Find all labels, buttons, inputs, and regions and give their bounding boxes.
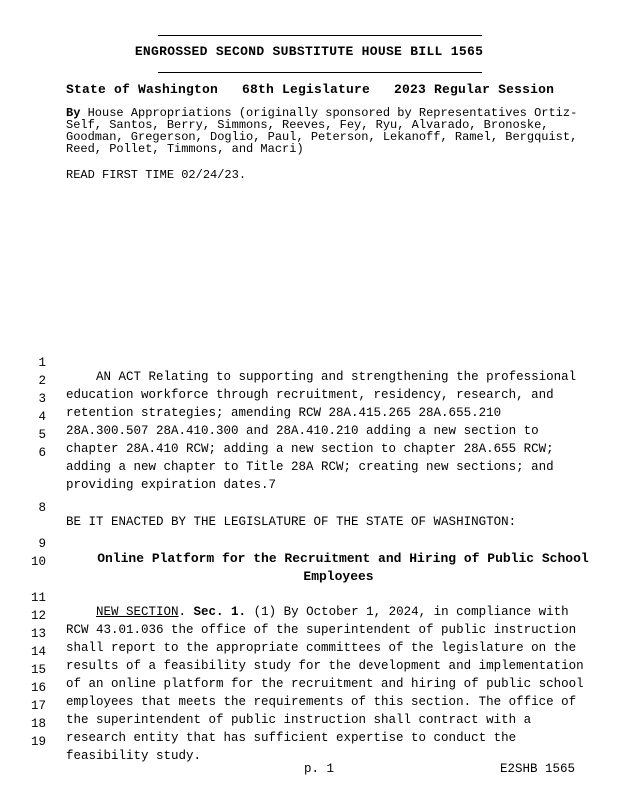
line-number: 11 [30, 591, 46, 605]
line-text: shall report to the appropriate committees of the legislature on the [66, 641, 577, 655]
line-number: 18 [30, 717, 46, 731]
line-text: RCW 43.01.036 the office of the superintendent of public instruction [66, 623, 577, 637]
session-line: State of Washington 68th Legislature 2023 Regular Session [66, 82, 555, 97]
title-bottom-rule [158, 72, 482, 73]
line-number: 12 [30, 609, 46, 623]
line-number: 19 [30, 735, 46, 749]
line-number: 3 [38, 392, 46, 406]
line-number: 13 [30, 627, 46, 641]
bill-line [0, 721, 618, 763]
bill-line [0, 577, 618, 619]
bill-line [0, 414, 618, 456]
bill-line [0, 487, 618, 529]
line-text: NEW SECTION. Sec. 1. (1) By October 1, 2024, in compliance with [96, 605, 569, 619]
line-text: chapter 28A.410 RCW; adding a new section to chapter 28A.655 RCW; [66, 442, 554, 456]
line-number: 14 [30, 645, 46, 659]
new-section-label: NEW SECTION [96, 605, 179, 619]
line-text: 28A.300.507 28A.410.300 and 28A.410.210 adding a new section to [66, 424, 539, 438]
line-text: the superintendent of public instruction shall contract with a [66, 713, 532, 727]
read-first-time: READ FIRST TIME 02/24/23. [66, 168, 247, 182]
line-number: 16 [30, 681, 46, 695]
section-number: Sec. 1. [193, 605, 247, 619]
bill-line [0, 541, 618, 584]
line-text: adding a new chapter to Title 28A RCW; creating new sections; and [66, 460, 554, 474]
line-text: education workforce through recruitment, residency, research, and [66, 388, 554, 402]
top-rule [158, 35, 482, 36]
bill-line [0, 342, 618, 384]
line-number: 6 [38, 446, 46, 460]
page-number: p. 1 [304, 762, 335, 776]
line-text: feasibility study. [66, 749, 202, 763]
line-text: research entity that has sufficient expertise to conduct the [66, 731, 517, 745]
line-number: 1 [38, 356, 46, 370]
bill-title: ENGROSSED SECOND SUBSTITUTE HOUSE BILL 1565 [134, 44, 484, 59]
bill-line [0, 360, 618, 402]
line-text-rest: (1) By October 1, 2024, in compliance with [246, 605, 569, 619]
bill-line [0, 432, 618, 474]
line-text: providing expiration dates.7 [66, 478, 277, 492]
line-number: 5 [38, 428, 46, 442]
line-text: of an online platform for the recruitment and hiring of public school [66, 677, 584, 691]
line-number: 4 [38, 410, 46, 424]
bill-line [0, 450, 618, 492]
line-number: 8 [38, 501, 46, 515]
sponsor-text: House Appropriations (originally sponsored by Representatives Ortiz-Self, Santos, Berry, Simmons, Reeves, Fey, Ryu, Alvarado, Bronoske, Goodman, Gregerson, Doglio, Paul, Peterson, Lekanoff, Ramel, Bergquist, Reed, Pollet, Timmons, and Macri) [66, 106, 578, 156]
line-text: results of a feasibility study for the development and implementation [66, 659, 584, 673]
line-text: retention strategies; amending RCW 28A.415.265 28A.655.210 [66, 406, 502, 420]
line-number: 17 [30, 699, 46, 713]
line-number: 9 [38, 537, 46, 551]
section-heading-cont: Employees [303, 569, 374, 584]
line-number: 10 [30, 555, 46, 569]
bill-line [0, 396, 618, 438]
line-number: 2 [38, 374, 46, 388]
bill-line [0, 378, 618, 420]
line-number: 15 [30, 663, 46, 677]
line-text: AN ACT Relating to supporting and strengthening the professional [66, 370, 577, 384]
sponsor-block [66, 107, 606, 155]
section-heading: Online Platform for the Recruitment and Hiring of Public School [66, 551, 589, 566]
sponsor-by-label: By [66, 106, 81, 120]
enacting-clause: BE IT ENACTED BY THE LEGISLATURE OF THE STATE OF WASHINGTON: [66, 515, 517, 529]
line-text: employees that meets the requirements of this section. The office of [66, 695, 577, 709]
footer-bill-id: E2SHB 1565 [500, 762, 576, 776]
